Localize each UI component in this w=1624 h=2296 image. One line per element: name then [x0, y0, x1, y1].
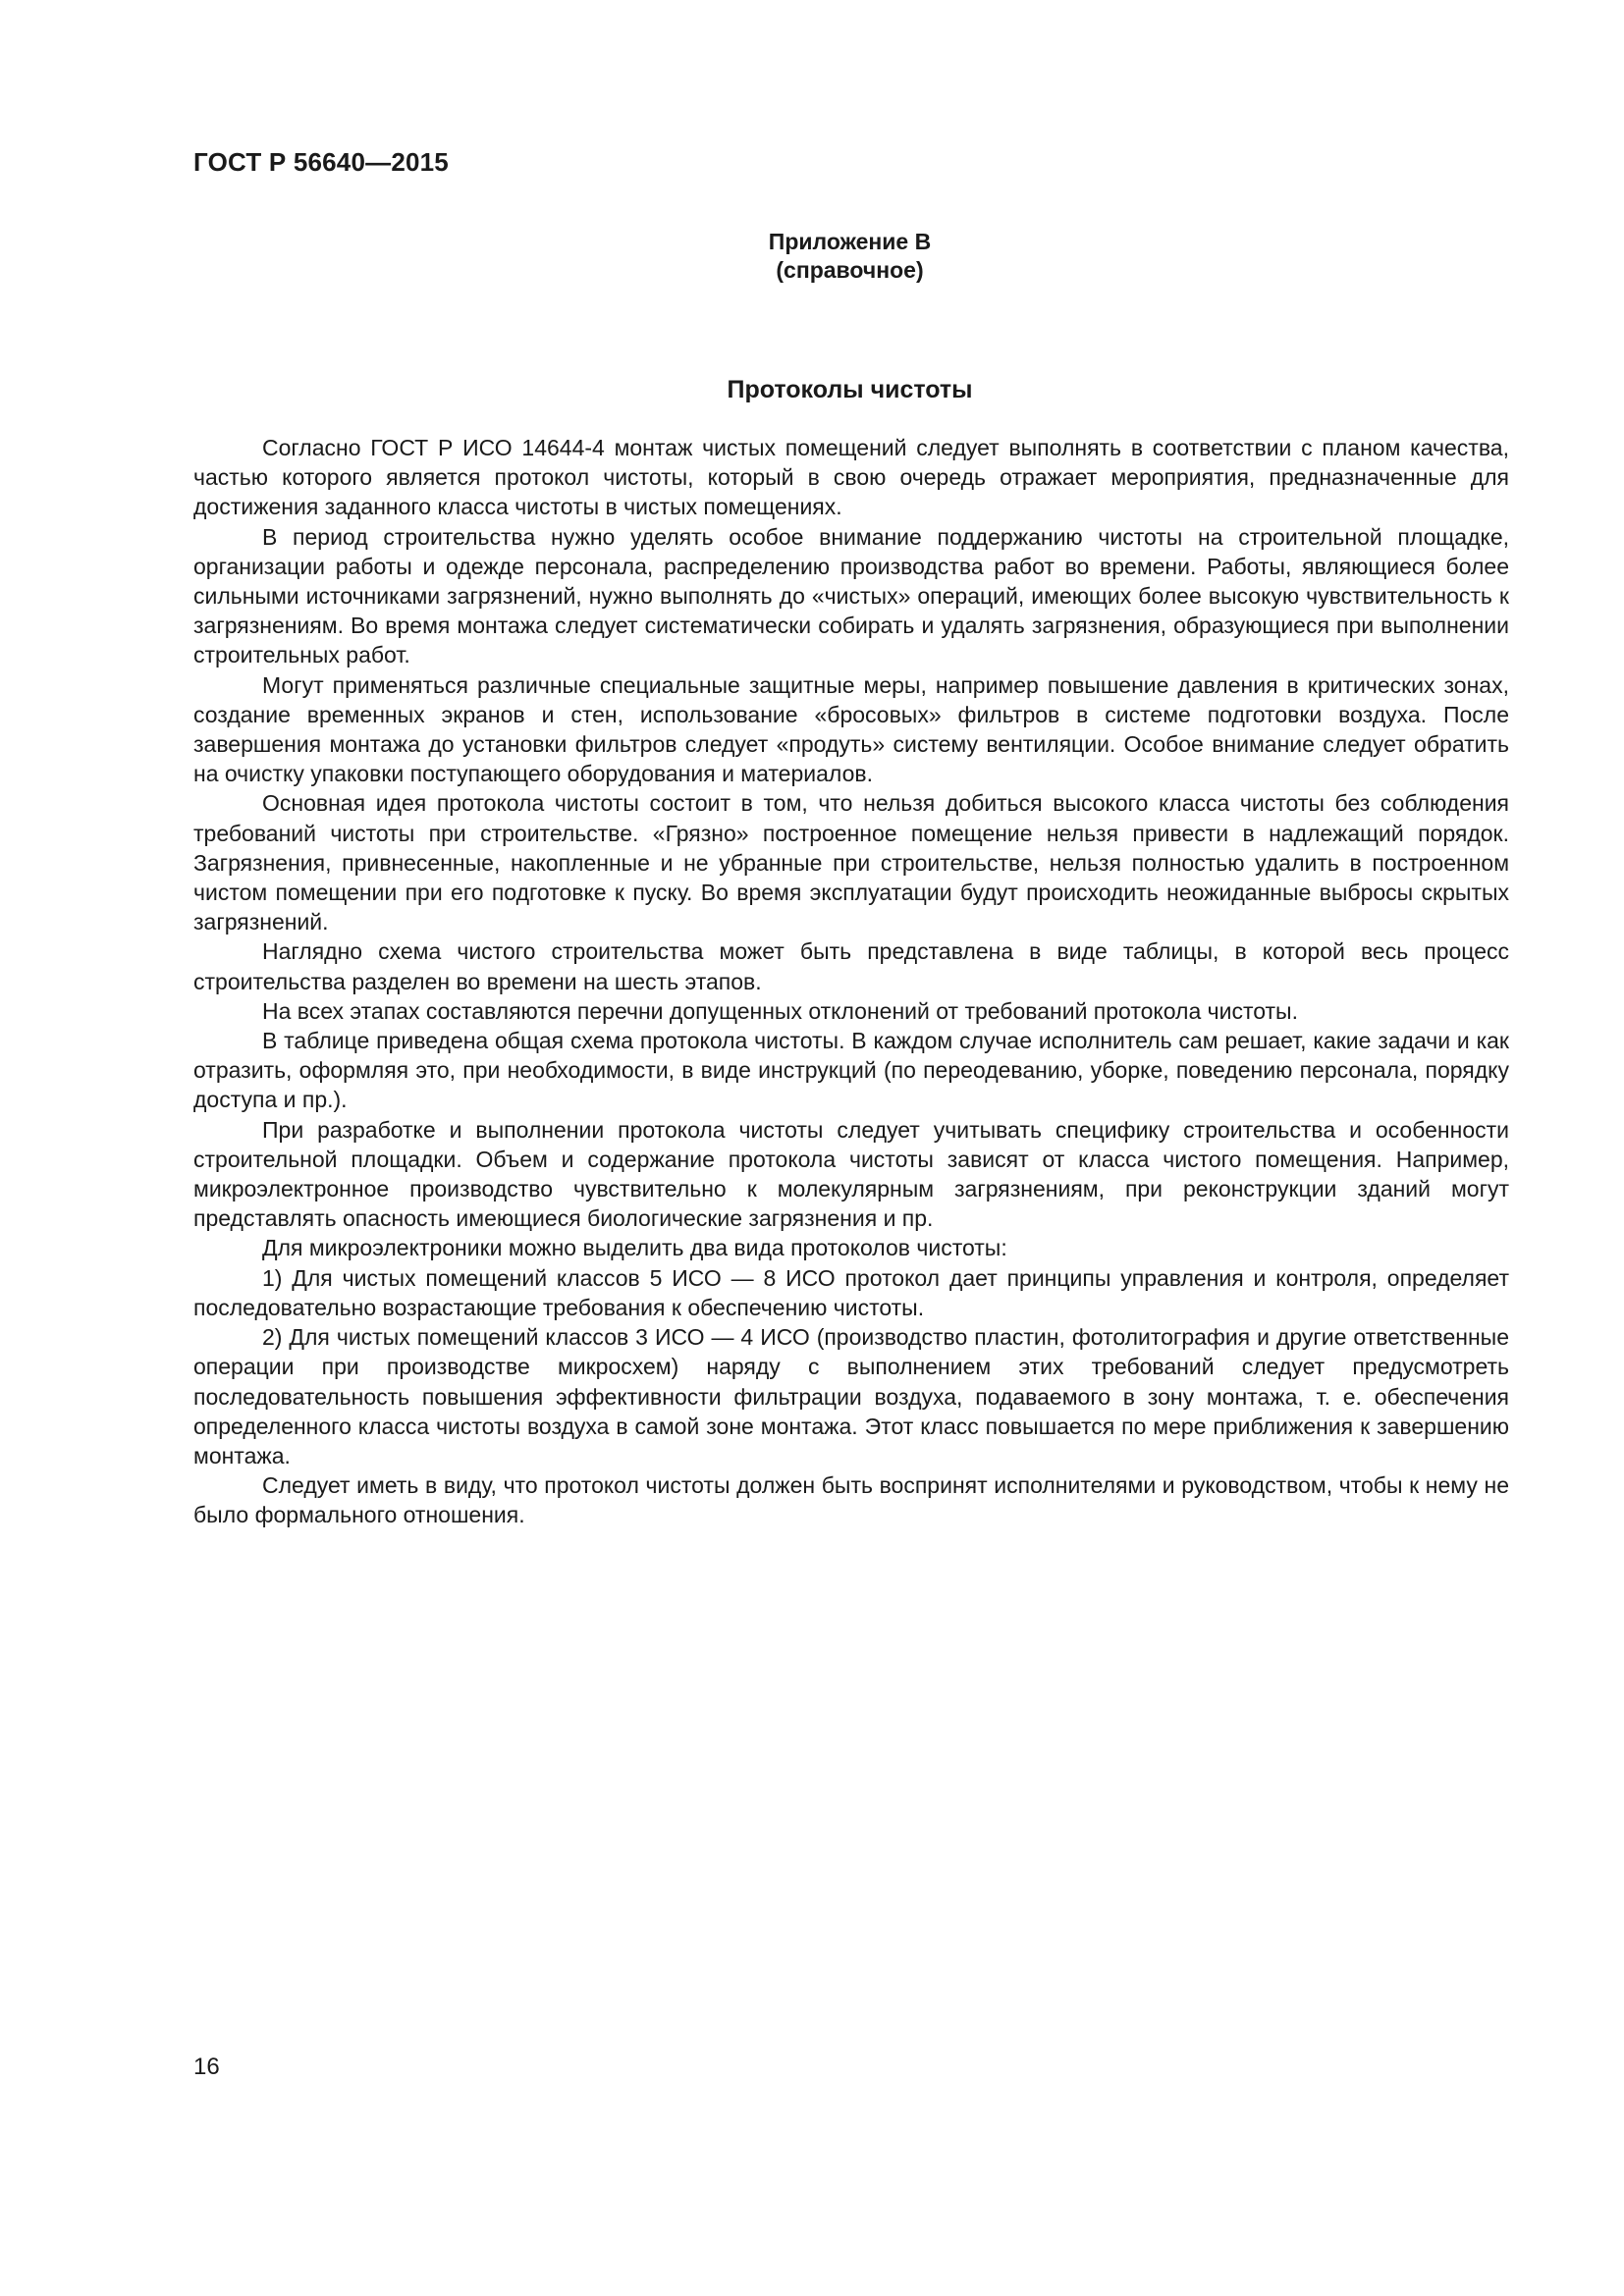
- paragraph: В период строительства нужно уделять особое внимание поддержанию чистоты на строительной площадке, организации работы и одежде персонала, распределению производства работ во времени. Работы, являющиеся более сильными источниками загрязнений, нужно выполнять до «чистых» операций, имеющих более высокую чувствительность к загрязнениям. Во время монтажа следует систематически собирать и удалять загрязнения, образующиеся при выполнении строительных работ.: [193, 523, 1509, 668]
- paragraph: В таблице приведена общая схема протокола чистоты. В каждом случае исполнитель сам решает, какие задачи и как отразить, оформляя это, при необходимости, в виде инструкций (по переодеванию, уборке, поведению персонала, порядку доступа и пр.).: [193, 1028, 1509, 1113]
- paragraph: Для микроэлектроники можно выделить два вида протоколов чистоты:: [262, 1235, 1007, 1261]
- paragraph: Следует иметь в виду, что протокол чистоты должен быть воспринят исполнителями и руководством, чтобы к нему не было формального отношения.: [193, 1472, 1509, 1528]
- list-item-paragraph: 1) Для чистых помещений классов 5 ИСО — 8 ИСО протокол дает принципы управления и контроля, определяет последовательно возрастающие требования к обеспечению чистоты.: [193, 1264, 1509, 1320]
- paragraph: Согласно ГОСТ Р ИСО 14644-4 монтаж чистых помещений следует выполнять в соответствии с планом качества, частью которого является протокол чистоты, который в свою очередь отражает мероприятия, предназначенные для достижения заданного класса чистоты в чистых помещениях.: [193, 435, 1509, 520]
- paragraph: На всех этапах составляются перечни допущенных отклонений от требований протокола чистоты.: [262, 997, 1298, 1024]
- list-item-paragraph: 2) Для чистых помещений классов 3 ИСО — 4 ИСО (производство пластин, фотолитография и другие ответственные операции при производстве микросхем) наряду с выполнением этих требований следует предусмотреть последовательность повышения эффективности фильтрации воздуха, подаваемого в зону монтажа, т. е. обеспечения определенного класса чистоты воздуха в самой зоне монтажа. Этот класс повышается по мере приближения к завершению монтажа.: [193, 1324, 1509, 1468]
- section-title: Протоколы чистоты: [727, 376, 973, 403]
- annex-title: Приложение В: [768, 229, 932, 254]
- paragraph: Могут применяться различные специальные защитные меры, например повышение давления в критических зонах, создание временных экранов и стен, использование «бросовых» фильтров в системе подготовки воздуха. После завершения монтажа до установки фильтров следует «продуть» систему вентиляции. Особое внимание следует обратить на очистку упаковки поступающего оборудования и материалов.: [193, 671, 1509, 787]
- paragraph: Наглядно схема чистого строительства может быть представлена в виде таблицы, в которой весь процесс строительства разделен во времени на шесть этапов.: [193, 938, 1509, 994]
- body-text: [193, 433, 1509, 1530]
- paragraph: При разработке и выполнении протокола чистоты следует учитывать специфику строительства и особенности строительной площадки. Объем и содержание протокола чистоты зависят от класса чистого помещения. Например, микроэлектронное производство чувствительно к молекулярным загрязнениям, при реконструкции зданий могут представлять опасность имеющиеся биологические загрязнения и пр.: [193, 1116, 1509, 1232]
- annex-type: (справочное): [776, 257, 924, 283]
- paragraph: Основная идея протокола чистоты состоит в том, что нельзя добиться высокого класса чистоты без соблюдения требований чистоты при строительстве. «Грязно» построенное помещение нельзя привести в надлежащий порядок. Загрязнения, привнесенные, накопленные и не убранные при строительстве, нельзя полностью удалить в построенном чистом помещении при его подготовке к пуску. Во время эксплуатации будут происходить неожиданные выбросы скрытых загрязнений.: [193, 790, 1509, 935]
- document-id-header: ГОСТ Р 56640—2015: [193, 147, 449, 177]
- page-number: 16: [193, 2054, 220, 2080]
